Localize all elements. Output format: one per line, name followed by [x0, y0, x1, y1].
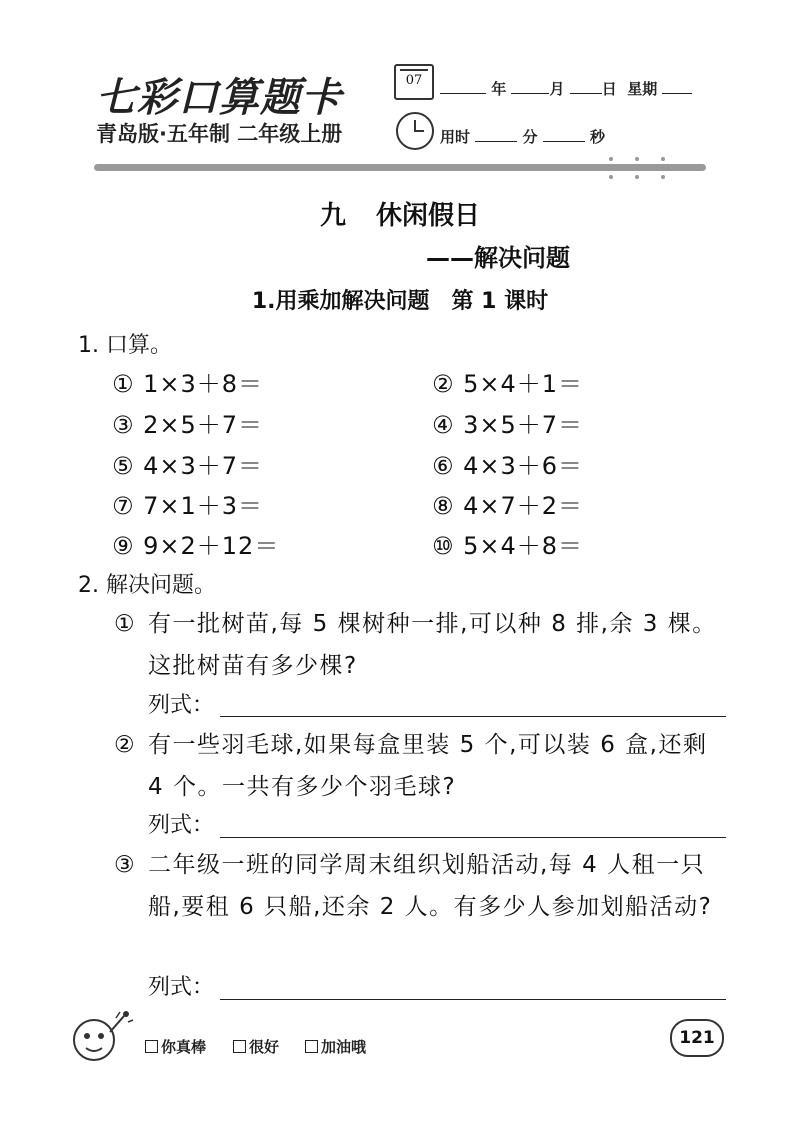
- time-fields: [440, 126, 605, 147]
- weekday-label: 星期: [627, 80, 658, 98]
- edition-label: 青岛版·五年制 二年级上册: [96, 122, 343, 146]
- date-fields: [440, 78, 692, 99]
- minutes-label: 分: [522, 128, 538, 146]
- problem-marker: ③: [114, 852, 137, 878]
- page-number: 121: [670, 1019, 724, 1057]
- header-divider: [94, 164, 706, 171]
- weekday-blank[interactable]: [662, 79, 692, 94]
- calc-item: ② 5×4＋1＝: [432, 370, 584, 398]
- section1-heading: 1. 口算。: [78, 333, 172, 358]
- calc-item: ⑨ 9×2＋12＝: [112, 532, 280, 560]
- rating-option[interactable]: [305, 1036, 366, 1057]
- checkbox-icon[interactable]: [233, 1040, 246, 1053]
- checkbox-icon[interactable]: [305, 1040, 318, 1053]
- month-label: 月: [549, 80, 565, 98]
- calc-item: ⑧ 4×7＋2＝: [432, 492, 584, 520]
- clock-icon: [396, 112, 434, 150]
- unit-number: 九: [319, 201, 346, 231]
- problem-text: 有一批树苗,每 5 棵树种一排,可以种 8 排,余 3 棵。这批树苗有多少棵?: [148, 611, 717, 679]
- mascot-icon: [66, 1006, 136, 1070]
- rating-option[interactable]: [145, 1036, 206, 1057]
- answer-line[interactable]: [220, 999, 726, 1000]
- unit-name: 休闲假日: [376, 201, 481, 231]
- answer-label: 列式：: [148, 975, 215, 1000]
- problem-text: 二年级一班的同学周末组织划船活动,每 4 人租一只船,要租 6 只船,还余 2 人。有多少人参加划船活动?: [148, 852, 713, 920]
- answer-line[interactable]: [220, 716, 726, 717]
- calc-item: ④ 3×5＋7＝: [432, 411, 584, 439]
- section2-heading: 2. 解决问题。: [78, 573, 216, 598]
- divider-pin: [635, 157, 639, 179]
- rating-label: 你真棒: [161, 1038, 207, 1056]
- calc-item: ⑦ 7×1＋3＝: [112, 492, 264, 520]
- divider-pin: [609, 157, 613, 179]
- day-blank[interactable]: [570, 79, 602, 94]
- divider-pin: [661, 157, 665, 179]
- calendar-icon: [394, 64, 434, 100]
- problem-2: [114, 724, 724, 808]
- calc-item: ⑩ 5×4＋8＝: [432, 532, 584, 560]
- month-blank[interactable]: [511, 79, 549, 94]
- calc-item: ⑥ 4×3＋6＝: [432, 452, 584, 480]
- time-used-label: 用时: [440, 128, 471, 146]
- checkbox-icon[interactable]: [145, 1040, 158, 1053]
- lesson-title: 1.用乘加解决问题 第 1 课时: [251, 289, 549, 314]
- answer-label: 列式：: [148, 813, 215, 838]
- seconds-blank[interactable]: [543, 127, 585, 142]
- problem-marker: ②: [114, 732, 137, 758]
- year-blank[interactable]: [440, 79, 486, 94]
- year-label: 年: [491, 80, 507, 98]
- calc-item: ⑤ 4×3＋7＝: [112, 452, 264, 480]
- calc-item: ① 1×3＋8＝: [112, 370, 264, 398]
- rating-label: 很好: [249, 1038, 280, 1056]
- unit-subtitle: ——解决问题: [426, 244, 570, 272]
- calc-item: ③ 2×5＋7＝: [112, 411, 264, 439]
- minutes-blank[interactable]: [475, 127, 517, 142]
- answer-label: 列式：: [148, 693, 215, 718]
- rating-option[interactable]: [233, 1036, 279, 1057]
- problem-3: [114, 844, 724, 928]
- calendar-day: 07: [405, 73, 423, 88]
- rating-label: 加油哦: [321, 1038, 367, 1056]
- seconds-label: 秒: [589, 128, 605, 146]
- unit-title: [0, 195, 800, 232]
- answer-line[interactable]: [220, 837, 726, 838]
- day-label: 日: [601, 80, 617, 98]
- brand-title: 七彩口算题卡: [96, 74, 342, 121]
- problem-marker: ①: [114, 611, 137, 637]
- problem-1: [114, 603, 724, 687]
- problem-text: 有一些羽毛球,如果每盒里装 5 个,可以装 6 盒,还剩 4 个。一共有多少个羽毛球?: [148, 732, 708, 800]
